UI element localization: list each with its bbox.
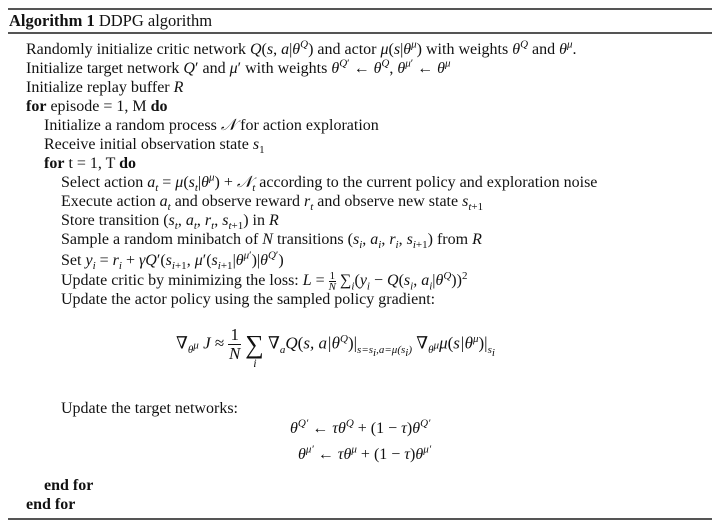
- line-end-for-outer: end for: [26, 496, 76, 513]
- line-select-action: Select action $a_t = \mu(s_t|\theta^\mu)$ + 𝒩$_t$ according to the current policy and exploration noise: [61, 171, 598, 195]
- line-update-target-networks: Update the target networks:: [61, 400, 238, 417]
- algorithm-title: DDPG algorithm: [98, 11, 213, 30]
- line-set-target: Set $y_i = r_i + \gamma Q'(s_{i+1}$, $\mu'(s_{i+1}|\theta^{\mu'})|\theta^{Q'}$): [61, 249, 284, 273]
- line-end-for-inner: end for: [44, 477, 94, 494]
- equation-target-mu: $\theta^{\mu'}$ ← $\tau\theta^\mu + (1 - \tau)\theta^{\mu'}$: [298, 443, 432, 463]
- keyword-for: for: [44, 155, 65, 172]
- equation-target-q: $\theta^{Q'}$ ← $\tau\theta^Q + (1 - \tau)\theta^{Q'}$: [290, 417, 431, 437]
- keyword-do: do: [150, 98, 168, 115]
- line-update-actor: Update the actor policy using the sampled policy gradient:: [61, 291, 436, 308]
- line-execute-action: Execute action $a_t$ and observe reward $r_t$ and observe new state $s_{t+1}$: [61, 193, 484, 214]
- line-init-target: Initialize target network Q′ and μ′ with weights $\theta^{Q'}$ ← $\theta^Q$, $\theta^{\mu'}$ ← $\theta^\mu$: [26, 57, 451, 77]
- algorithm-caption: [9, 10, 212, 32]
- line-init-buffer: Initialize replay buffer R: [26, 79, 184, 96]
- line-receive-state: Receive initial observation state $s_1$: [44, 136, 265, 157]
- keyword-do: do: [119, 155, 137, 172]
- algorithm-label: Algorithm 1: [9, 11, 95, 30]
- line-for-t: for t = 1, T do: [44, 155, 137, 172]
- line-for-episode: for episode = 1, M do: [26, 98, 168, 115]
- equation-policy-gradient: $\nabla_{\theta^\mu}$ J ≈ $\frac{1}{N}$ ∑ i $\nabla_aQ(s$, $a|\theta^Q)|_{s=s_i,a=\mu(s_i)}$ $\nabla_{\theta^\mu}\mu(s|\theta^\mu)|_{s_i}$: [176, 325, 495, 370]
- bottom-rule: [8, 518, 712, 520]
- line-store-transition: Store transition ($s_t$, $a_t$, $r_t$, $s_{t+1}$) in R: [61, 212, 279, 233]
- header-rule: [8, 32, 712, 34]
- line-init-critic-actor: Randomly initialize critic network Q(s, $a|\theta^Q$) and actor $\mu(s|\theta^\mu)$ with weights $\theta^Q$ and $\theta^\mu$.: [26, 38, 577, 58]
- line-init-noise: Initialize a random process 𝒩 for action exploration: [44, 117, 379, 134]
- line-update-critic: Update critic by minimizing the loss: L = $\frac{1}{N}$ $\sum_i(y_i - Q(s_i$, $a_i|\theta^Q))^2$: [61, 269, 468, 293]
- keyword-for: for: [26, 98, 47, 115]
- line-sample-minibatch: Sample a random minibatch of N transitions ($s_i$, $a_i$, $r_i$, $s_{i+1}$) from R: [61, 231, 482, 252]
